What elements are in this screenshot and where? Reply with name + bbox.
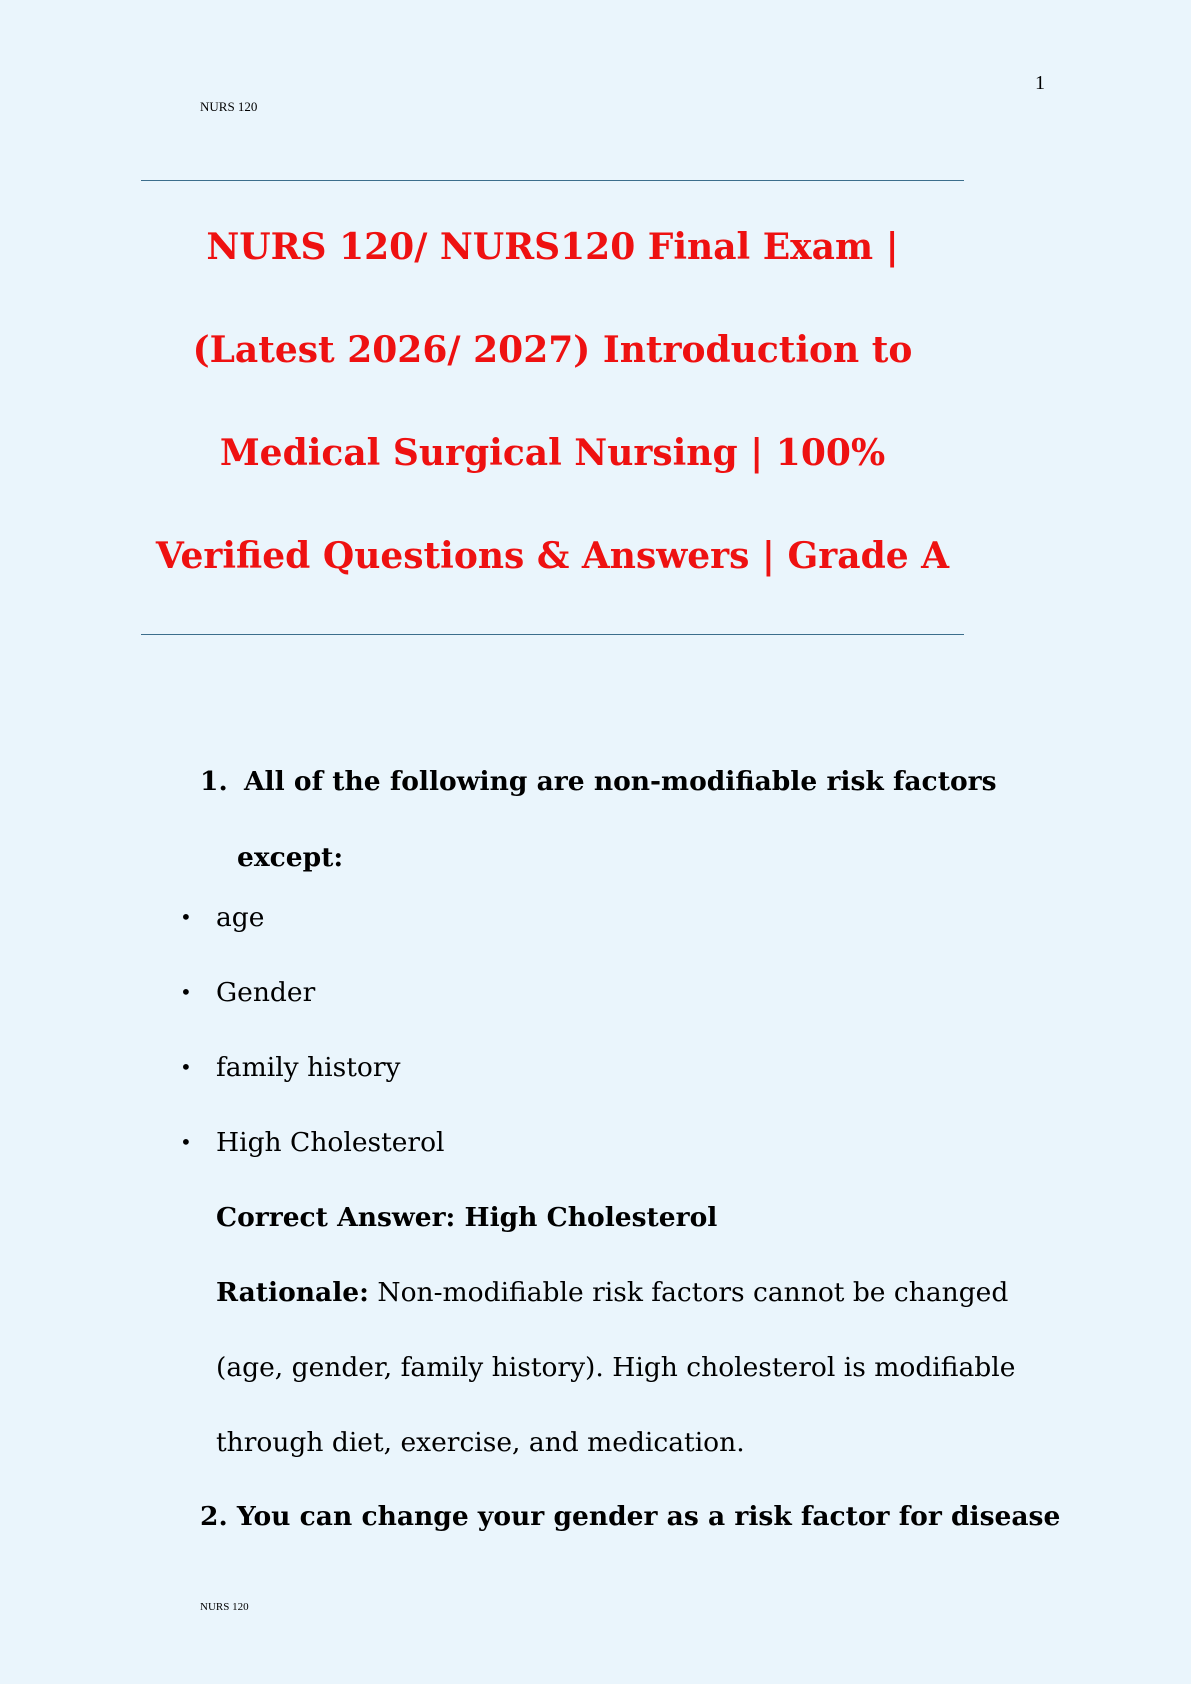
correct-answer: Correct Answer: High Cholesterol [216, 1202, 718, 1233]
title-line-3: Medical Surgical Nursing | 100% [219, 432, 886, 474]
question-1-text-line-2: except: [237, 842, 344, 873]
bullet-icon: • [180, 980, 192, 1004]
option-item [180, 955, 445, 1030]
running-footer: NURS 120 [200, 1601, 249, 1613]
page-number: 1 [1035, 72, 1045, 94]
option-text: family history [216, 1052, 401, 1083]
question-1-answer [216, 1180, 1066, 1480]
title-line-2: (Latest 2026/ 2027) Introduction to [192, 329, 913, 371]
running-header: NURS 120 [200, 99, 258, 114]
rationale-label: Rationale: [216, 1277, 369, 1308]
bullet-icon: • [180, 1130, 192, 1154]
bullet-icon: • [180, 905, 192, 929]
option-item [180, 1030, 445, 1105]
rationale-line-2: (age, gender, family history). High cholesterol is modifiable [216, 1352, 1016, 1383]
option-text: High Cholesterol [216, 1127, 445, 1158]
title-top-divider [141, 180, 964, 181]
question-1-options [180, 880, 445, 1180]
question-1-number: 1. [200, 766, 228, 797]
rationale-text-1: Non-modifiable risk factors cannot be changed [377, 1277, 1009, 1308]
option-text: age [216, 902, 265, 933]
document-title [141, 196, 964, 608]
option-text: Gender [216, 977, 316, 1008]
option-item [180, 880, 445, 955]
option-item [180, 1105, 445, 1180]
title-line-1: NURS 120/ NURS120 Final Exam | [206, 226, 899, 268]
title-bottom-divider [141, 634, 964, 635]
rationale-line-1 [216, 1255, 1066, 1330]
rationale-line-3: through diet, exercise, and medication. [216, 1427, 745, 1458]
question-1-stem [200, 744, 1100, 896]
title-line-4: Verified Questions & Answers | Grade A [155, 535, 950, 577]
question-1-text-line-1: All of the following are non-modifiable risk factors [244, 766, 997, 797]
question-2-stem: 2. You can change your gender as a risk factor for disease [200, 1501, 1061, 1532]
bullet-icon: • [180, 1055, 192, 1079]
